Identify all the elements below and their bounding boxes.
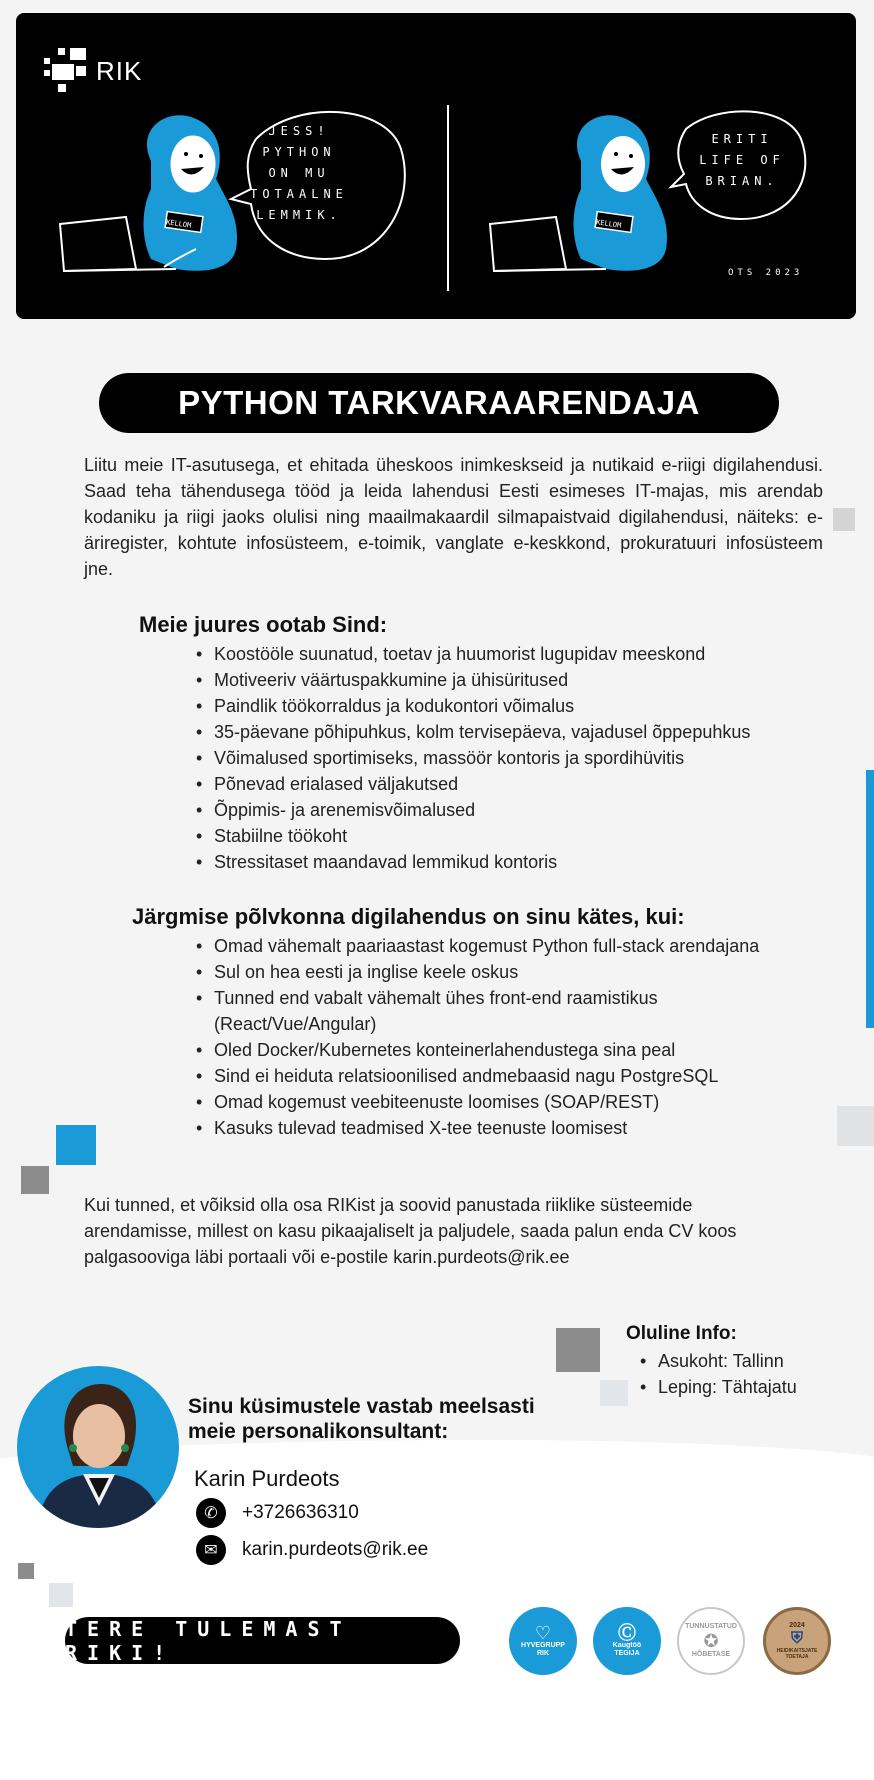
list-item: • 35-päevane põhipuhkus, kolm tervisepäeva, vajadusel õppepuhkus — [196, 719, 816, 745]
list-item: • Omad kogemust veebiteenuste loomises (SOAP/REST) — [196, 1089, 816, 1115]
phone-icon: ✆ — [196, 1498, 226, 1528]
info-list — [640, 1348, 797, 1400]
badge-label: TUNNUSTATUD — [685, 1623, 737, 1630]
speech-left-line: PYTHON — [262, 145, 336, 159]
list-item: • Asukoht: Tallinn — [640, 1348, 797, 1374]
list-item: • Sul on hea eesti ja inglise keele oskus — [196, 959, 816, 985]
artist-signature: OTS 2023 — [728, 268, 804, 278]
badge-label: TEGIJA — [614, 1650, 640, 1657]
decor-square-light-right-2 — [837, 1106, 874, 1146]
badge-label: HEIDIKAITSJATE TOETAJA — [776, 1648, 818, 1660]
list-item: • Stressitaset maandavad lemmikud kontoris — [196, 849, 816, 875]
e-icon: Ⓒ — [618, 1623, 636, 1643]
avatar — [17, 1366, 179, 1528]
decor-square-grey-info — [556, 1328, 600, 1372]
speech-left-line: TOTAALNE — [250, 187, 348, 201]
badge-label: 2024 — [789, 1622, 805, 1629]
decor-square-light-bottom — [49, 1583, 73, 1607]
list-item: • Sind ei heiduta relatsioonilised andmebaasid nagu PostgreSQL — [196, 1063, 816, 1089]
welcome-pill — [65, 1617, 460, 1664]
page-title: PYTHON TARKVARAARENDAJA — [178, 384, 700, 421]
list-item: • Koostööle suunatud, toetav ja huumorist lugupidav meeskond — [196, 641, 816, 667]
banner-divider — [447, 105, 449, 291]
badge-hyvegrupp — [509, 1607, 577, 1675]
requirements-list — [196, 933, 816, 1141]
contact-phone-row[interactable] — [196, 1498, 359, 1528]
speech-left-line: JESS! — [268, 124, 330, 138]
list-item: • Võimalused sportimiseks, massöör kontoris ja spordihüvitis — [196, 745, 816, 771]
list-item: • Omad vähemalt paariaastast kogemust Python full-stack arendajana — [196, 933, 816, 959]
badge-kaugtoo — [593, 1607, 661, 1675]
list-item: • Kasuks tulevad teadmised X-tee teenuste loomisest — [196, 1115, 816, 1141]
email-icon: ✉ — [196, 1535, 226, 1565]
requirements-heading: Järgmise põlvkonna digilahendus on sinu kätes, kui: — [132, 904, 685, 929]
speech-right-line: BRIAN. — [705, 174, 779, 188]
badge-heidikaitsjate — [763, 1607, 831, 1675]
list-item: • Stabiilne töökoht — [196, 823, 816, 849]
rik-logo-icon — [44, 48, 90, 94]
avatar-portrait — [17, 1366, 179, 1528]
badge-label: HYVEGRUPP — [521, 1642, 565, 1649]
seal-icon: ✪ — [703, 1631, 719, 1651]
speech-right-line: ERITI — [711, 132, 773, 146]
list-item: • Tunned end vabalt vähemalt ühes front-end raamistikus (React/Vue/Angular) — [196, 985, 816, 1037]
badge-label: HÕBETASE — [691, 1651, 731, 1658]
speech-right-line: LIFE OF — [699, 153, 785, 167]
laptop-label-right: KELLOM — [595, 218, 622, 230]
speech-left-line: ON MU — [268, 166, 330, 180]
benefits-list — [196, 641, 816, 875]
welcome-text: TERE TULEMAST RIKI! — [65, 1616, 352, 1665]
closing-text: Kui tunned, et võiksid olla osa RIKist ja soovid panustada riiklike süsteemide arendamisse, millest on kasu pikaajaliselt ja paljudele, saada palun enda CV koos palgasooviga läbi portaali või e-postile karin.purdeots@rik.ee — [84, 1195, 737, 1267]
contact-heading: Sinu küsimustele vastab meelsasti meie personalikonsultant: — [188, 1395, 535, 1443]
laptop-label-left: KELLOM — [165, 218, 192, 230]
speech-left — [244, 121, 354, 226]
badge-tunnustatud — [677, 1607, 745, 1675]
list-item: • Motiveeriv väärtuspakkumine ja ühisüritused — [196, 667, 816, 693]
decor-bar-blue-right — [866, 770, 874, 1028]
contact-email-row[interactable] — [196, 1535, 428, 1565]
title-pill — [99, 373, 779, 433]
speech-left-line: LEMMIK. — [256, 208, 342, 222]
rik-logo — [44, 48, 142, 94]
list-item: • Põnevad erialased väljakutsed — [196, 771, 816, 797]
decor-square-blue-left — [56, 1125, 96, 1165]
list-item: • Leping: Tähtajatu — [640, 1374, 797, 1400]
list-item: • Oled Docker/Kubernetes konteinerlahendustega sina peal — [196, 1037, 816, 1063]
decor-square-light-info — [600, 1380, 628, 1406]
shield-icon: ⛨ — [790, 1630, 803, 1647]
intro-text: Liitu meie IT-asutusega, et ehitada üheskoos inimkeskseid ja nutikaid e-riigi digilahendusi. Saad teha tähendusega tööd ja leida lahendusi Eesti esimeses IT-majas, mis arendab kodaniku ja riigi jaoks olulisi ning maailmakaardil silmapaistvaid digilahendusi, näiteks: e-äriregister, kohtute infosüsteem, e-toimik, vanglate e-keskkond, prokuratuuri infosüsteem jne. — [84, 455, 823, 579]
header-banner — [16, 13, 856, 319]
list-item: • Paindlik töökorraldus ja kodukontori võimalus — [196, 693, 816, 719]
badge-label: RIK — [536, 1650, 550, 1657]
logo-text: RIK — [96, 55, 143, 86]
speech-right — [692, 129, 792, 192]
contact-phone[interactable]: +3726636310 — [242, 1502, 359, 1523]
list-item: • Õppimis- ja arenemisvõimalused — [196, 797, 816, 823]
decor-square-grey-left — [21, 1166, 49, 1194]
badge-label: Kaugtöö — [612, 1642, 642, 1649]
decor-square-light-right — [833, 508, 855, 531]
decor-square-grey-bottom — [18, 1563, 34, 1579]
benefits-heading: Meie juures ootab Sind: — [139, 612, 388, 637]
info-heading: Oluline Info: — [626, 1323, 737, 1344]
heart-icon: ♡ — [534, 1623, 552, 1643]
contact-email[interactable]: karin.purdeots@rik.ee — [242, 1539, 429, 1560]
contact-name: Karin Purdeots — [194, 1466, 340, 1491]
